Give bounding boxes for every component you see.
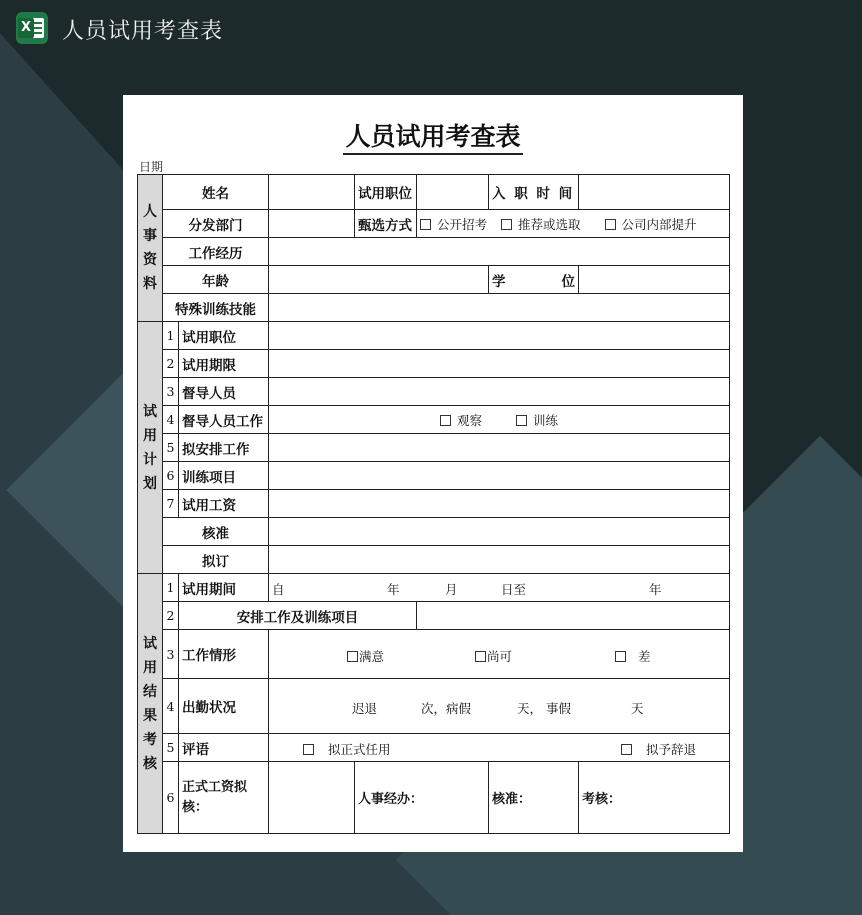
row-number: 4 bbox=[163, 406, 179, 434]
review-sign-label: 考核： bbox=[579, 762, 730, 834]
row-number: 7 bbox=[163, 490, 179, 518]
table-row bbox=[138, 350, 730, 378]
experience-field[interactable] bbox=[269, 238, 730, 266]
attendance-field[interactable]: 迟退 次，病假 天， 事假 天 bbox=[269, 679, 730, 734]
formal-salary-field[interactable] bbox=[269, 762, 355, 834]
option-train[interactable]: 训练 bbox=[516, 411, 558, 429]
option-public-exam[interactable]: 公开招考 bbox=[420, 215, 487, 233]
checkbox-icon bbox=[420, 219, 431, 230]
table-row bbox=[138, 734, 730, 762]
table-row bbox=[138, 238, 730, 266]
section-result: 试 用 结 果 考 核 bbox=[138, 574, 163, 834]
trial-period-field[interactable]: 自 年 月 日至 年 bbox=[269, 574, 730, 602]
row-number: 4 bbox=[163, 679, 179, 734]
row-number: 2 bbox=[163, 350, 179, 378]
row-number: 5 bbox=[163, 434, 179, 462]
section-plan: 试 用 计 划 bbox=[138, 322, 163, 574]
table-row bbox=[138, 574, 730, 602]
option-internal-promotion[interactable]: 公司内部提升 bbox=[605, 215, 697, 233]
document-title: 人员试用考查表 bbox=[123, 117, 743, 155]
trial-period-label: 试用期间 bbox=[179, 574, 269, 602]
plan-label: 试用工资 bbox=[179, 490, 269, 518]
trial-position-field[interactable] bbox=[417, 175, 489, 210]
experience-label: 工作经历 bbox=[163, 238, 269, 266]
draft-field[interactable] bbox=[269, 546, 730, 574]
row-number: 2 bbox=[163, 602, 179, 630]
approve-label: 核准 bbox=[163, 518, 269, 546]
plan-field[interactable] bbox=[269, 350, 730, 378]
degree-label: 学 位 bbox=[489, 266, 579, 294]
row-number: 6 bbox=[163, 762, 179, 834]
checkbox-icon bbox=[516, 415, 527, 426]
work-status-options bbox=[269, 630, 730, 679]
formal-salary-label: 正式工资拟核： bbox=[179, 762, 269, 834]
name-label: 姓名 bbox=[163, 175, 269, 210]
plan-label: 试用期限 bbox=[179, 350, 269, 378]
department-field[interactable] bbox=[269, 210, 355, 238]
date-label: 日期 bbox=[139, 160, 164, 174]
arrangement-field[interactable] bbox=[417, 602, 730, 630]
checkbox-icon bbox=[621, 744, 632, 755]
option-satisfied[interactable]: 满意 bbox=[347, 647, 384, 665]
approve-field[interactable] bbox=[269, 518, 730, 546]
table-row bbox=[138, 630, 730, 679]
table-row bbox=[138, 406, 730, 434]
attendance-label: 出勤状况 bbox=[179, 679, 269, 734]
plan-field[interactable] bbox=[269, 462, 730, 490]
checkbox-icon bbox=[501, 219, 512, 230]
excel-icon: X bbox=[16, 12, 48, 44]
option-observe[interactable]: 观察 bbox=[440, 411, 482, 429]
comment-label: 评语 bbox=[179, 734, 269, 762]
special-skills-field[interactable] bbox=[269, 294, 730, 322]
hr-handler-label: 人事经办： bbox=[355, 762, 489, 834]
option-poor[interactable]: 差 bbox=[615, 647, 651, 665]
plan-field[interactable] bbox=[269, 434, 730, 462]
table-row bbox=[138, 294, 730, 322]
name-field[interactable] bbox=[269, 175, 355, 210]
row-number: 3 bbox=[163, 630, 179, 679]
option-recommend[interactable]: 推荐或选取 bbox=[501, 215, 581, 233]
selection-method-label: 甄选方式 bbox=[355, 210, 417, 238]
department-label: 分发部门 bbox=[163, 210, 269, 238]
document-page bbox=[123, 95, 743, 852]
special-skills-label: 特殊训练技能 bbox=[163, 294, 269, 322]
checkbox-icon bbox=[440, 415, 451, 426]
hire-time-label: 入 职 时 间 bbox=[489, 175, 579, 210]
checkbox-icon bbox=[347, 651, 358, 662]
table-row bbox=[138, 546, 730, 574]
age-label: 年龄 bbox=[163, 266, 269, 294]
table-row bbox=[138, 762, 730, 834]
plan-label: 训练项目 bbox=[179, 462, 269, 490]
table-row bbox=[138, 266, 730, 294]
work-status-label: 工作情形 bbox=[179, 630, 269, 679]
table-row bbox=[138, 175, 730, 210]
comment-options bbox=[269, 734, 730, 762]
trial-position-label: 试用职位 bbox=[355, 175, 417, 210]
selection-options bbox=[417, 210, 730, 238]
trial-evaluation-form bbox=[137, 174, 730, 834]
table-row bbox=[138, 462, 730, 490]
supervisor-options bbox=[269, 406, 730, 434]
plan-label: 督导人员 bbox=[179, 378, 269, 406]
plan-field[interactable] bbox=[269, 322, 730, 350]
checkbox-icon bbox=[605, 219, 616, 230]
approve-sign-label: 核准： bbox=[489, 762, 579, 834]
app-header bbox=[0, 0, 862, 60]
plan-label: 督导人员工作 bbox=[179, 406, 269, 434]
plan-field[interactable] bbox=[269, 378, 730, 406]
table-row bbox=[138, 490, 730, 518]
row-number: 5 bbox=[163, 734, 179, 762]
table-row bbox=[138, 322, 730, 350]
table-row bbox=[138, 679, 730, 734]
table-row bbox=[138, 210, 730, 238]
arrangement-label: 安排工作及训练项目 bbox=[179, 602, 417, 630]
option-acceptable[interactable]: 尚可 bbox=[475, 647, 512, 665]
option-formal-hire[interactable]: 拟正式任用 bbox=[303, 740, 391, 758]
section-personnel: 人 事 资 料 bbox=[138, 175, 163, 322]
table-row bbox=[138, 518, 730, 546]
table-row bbox=[138, 378, 730, 406]
table-row bbox=[138, 602, 730, 630]
degree-field[interactable] bbox=[579, 266, 730, 294]
option-dismiss[interactable]: 拟予辞退 bbox=[621, 740, 696, 758]
row-number: 3 bbox=[163, 378, 179, 406]
row-number: 6 bbox=[163, 462, 179, 490]
age-field[interactable] bbox=[269, 266, 489, 294]
hire-time-field[interactable] bbox=[579, 175, 730, 210]
plan-label: 拟安排工作 bbox=[179, 434, 269, 462]
plan-field[interactable] bbox=[269, 490, 730, 518]
app-title: 人员试用考查表 bbox=[62, 19, 224, 44]
table-row bbox=[138, 434, 730, 462]
checkbox-icon bbox=[475, 651, 486, 662]
row-number: 1 bbox=[163, 574, 179, 602]
row-number: 1 bbox=[163, 322, 179, 350]
draft-label: 拟订 bbox=[163, 546, 269, 574]
checkbox-icon bbox=[615, 651, 626, 662]
checkbox-icon bbox=[303, 744, 314, 755]
plan-label: 试用职位 bbox=[179, 322, 269, 350]
